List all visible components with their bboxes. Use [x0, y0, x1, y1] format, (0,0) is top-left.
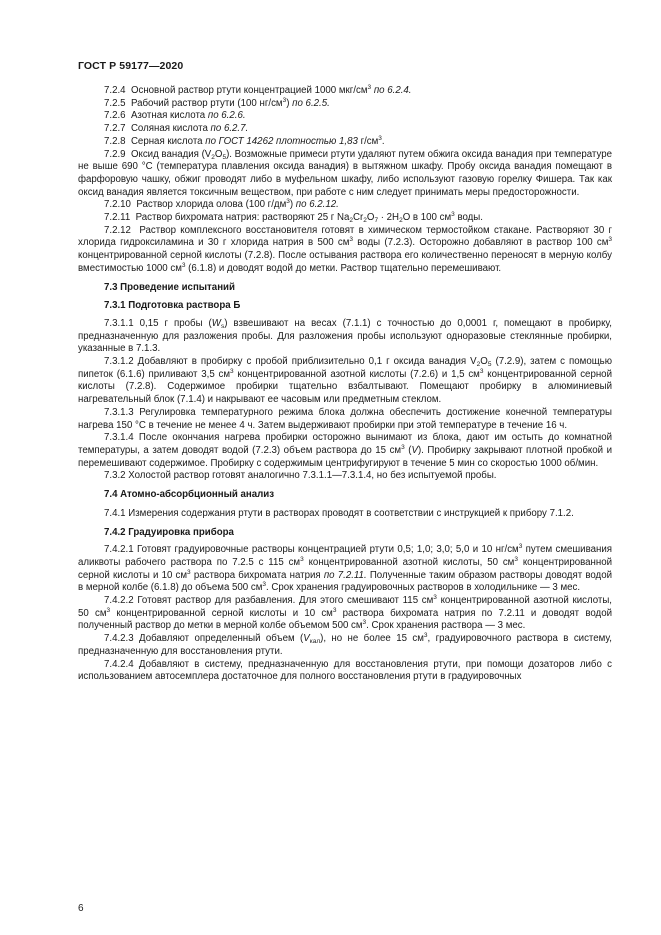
- heading-7-3-1: 7.3.1 Подготовка раствора Б: [104, 300, 241, 312]
- paragraph-7-4-2-1: 7.4.2.1 Готовят градуировочные растворы концентрацией ртути 0,5; 1,0; 3,0; 5,0 и 10 $нг/см^3$ путем смешивания аликвоты рабочего раствора по 7.2.5 с 115 $см^3$ концентрированной азотной кислоты, 50 $см^3$ концентрированной серной кислоты и 10 $см^3$ раствора бихромата натрия по 7.2.11. Полученные таким образом растворы доводят водой в мерной колбе (6.1.8) до объема 500 $см^3$. Срок хранения градуировочных растворов в холодильнике — 3 мес.: [78, 543, 613, 594]
- paragraph-7-4-2-3: 7.4.2.3 Добавляют определенный объем $(V_{кал})$, но не более 15 $см^3$, градуировочного раствора в систему, предназначенную для восстановления ртути.: [78, 632, 612, 657]
- heading-7-4: 7.4 Атомно-абсорбционный анализ: [104, 489, 275, 501]
- page-number: 6: [78, 903, 84, 914]
- paragraph-7-2-6: 7.2.6 Азотная кислота по 6.2.6.: [104, 110, 246, 122]
- heading-7-3: 7.3 Проведение испытаний: [104, 281, 235, 293]
- paragraph-7-2-11: 7.2.11 Раствор бихромата натрия: растворяют 25 г $Na_2Cr_2O_7 \cdot 2H_2O$ в 100 $см^3$ воды.: [104, 211, 483, 225]
- paragraph-7-2-12: 7.2.12 Раствор комплексного восстановителя готовят в химическом термостойком стакане. Растворяют 30 г хлорида гидроксиламина и 30 г хлорида натрия в 500 $см^3$ воды (7.2.3). Осторожно добавляют в раствор 100 $см^3$ концентрированной серной кислоты (7.2.8). После остывания раствора его количественно переносят в мерную колбу вместимостью 1000 $см^3$ (6.1.8) и доводят водой до метки. Раствор тщательно перемешивают.: [78, 224, 613, 274]
- paragraph-7-2-7: 7.2.7 Соляная кислота по 6.2.7.: [104, 123, 249, 135]
- paragraph-7-3-1-2: 7.3.1.2 Добавляют в пробирку с пробой приблизительно 0,1 г оксида ванадия $V_2O_5$ (7.2.9), затем с помощью пипеток (6.1.6) приливают 3,5 $см^3$ концентрированной азотной кислоты (7.2.6) и 1,5 $см^3$ концентрированной серной кислоты (7.2.8). Содержимое пробирки тщательно взбалтывают. Помещают пробирку в алюминиевый нагревательный блок (7.1.4) и накрывают ее часовым или предметным стеклом.: [78, 356, 612, 406]
- paragraph-7-4-1: 7.4.1 Измерения содержания ртути в растворах проводят в соответствии с инструкцией к прибору 7.1.2.: [104, 507, 574, 519]
- standard-code: ГОСТ Р 59177—2020: [78, 60, 184, 72]
- paragraph-7-4-2-4: 7.4.2.4 Добавляют в систему, предназначенную для восстановления ртути, при помощи дозаторов либо с использованием автосемплера достаточное для полного восстановления ртути в градуировочных: [78, 658, 612, 683]
- document-header: [78, 60, 183, 72]
- page-body: [78, 85, 612, 684]
- heading-7-4-2: 7.4.2 Градуировка прибора: [104, 526, 234, 538]
- paragraph-7-2-5: 7.2.5 Рабочий раствор ртути (100 $нг/см^3$) по 6.2.5.: [104, 96, 330, 109]
- paragraph-7-2-4: 7.2.4 Основной раствор ртути концентрацией 1000 мкг/$см^3$ по 6.2.4.: [104, 84, 412, 96]
- paragraph-7-3-1-1: 7.3.1.1 0,15 г пробы $(W_s)$ взвешивают на весах (7.1.1) с точностью до 0,0001 г, помещают в пробирку, предназначенную для разложения пробы. Для разложения пробы используют одноразовые стеклянные пробирки, указанные в 7.1.3.: [78, 317, 612, 355]
- paragraph-7-2-8: 7.2.8 Серная кислота по ГОСТ 14262 плотностью 1,83 $г/см^3$.: [104, 134, 385, 147]
- paragraph-7-2-10: 7.2.10 Раствор хлорида олова (100 $г/дм^3$) по 6.2.12.: [104, 198, 339, 211]
- paragraph-7-3-1-4: 7.3.1.4 После окончания нагрева пробирки осторожно вынимают из блока, дают им остыть до комнатной температуры, а затем доводят водой (7.2.3) объем раствора до 15 $см^3$ (V). Пробирку закрывают плотной пробкой и перемешивают содержимое. Пробирку с содержимым центрифугируют в течение 5 мин со скоростью 1000 об/мин.: [78, 432, 613, 469]
- paragraph-7-3-1-3: 7.3.1.3 Регулировка температурного режима блока должна обеспечить достижение конечной температуры нагрева 150 °С в течение не менее 4 ч. Затем выдерживают пробирки при этой температуре в течение 16 ч.: [78, 406, 612, 431]
- paragraph-7-2-9: 7.2.9 Оксид ванадия $(V_2O_5)$. Возможные примеси ртути удаляют путем обжига оксида ванадия при температуре не выше 690 °С (температура плавления оксида ванадия) в вытяжном шкафу. Пробу оксида ванадия помещают в фарфоровую чашку, обжиг проводят либо в муфельном шкафу, либо используют газовую горелку Фишера. Так как оксид ванадия является токсичным веществом, при работе с ним следует принимать меры предосторожности.: [78, 148, 612, 198]
- paragraph-7-4-2-2: 7.4.2.2 Готовят раствор для разбавления. Для этого смешивают 115 $см^3$ концентрированной азотной кислоты, 50 $см^3$ концентрированной серной кислоты и 10 $см^3$ раствора бихромата натрия по 7.2.11 и доводят водой полученный раствор до метки в мерной колбе объемом 500 $см^3$. Срок хранения раствора — 3 мес.: [78, 594, 612, 632]
- paragraph-7-3-2: 7.3.2 Холостой раствор готовят аналогично 7.3.1.1—7.3.1.4, но без испытуемой пробы.: [104, 470, 497, 482]
